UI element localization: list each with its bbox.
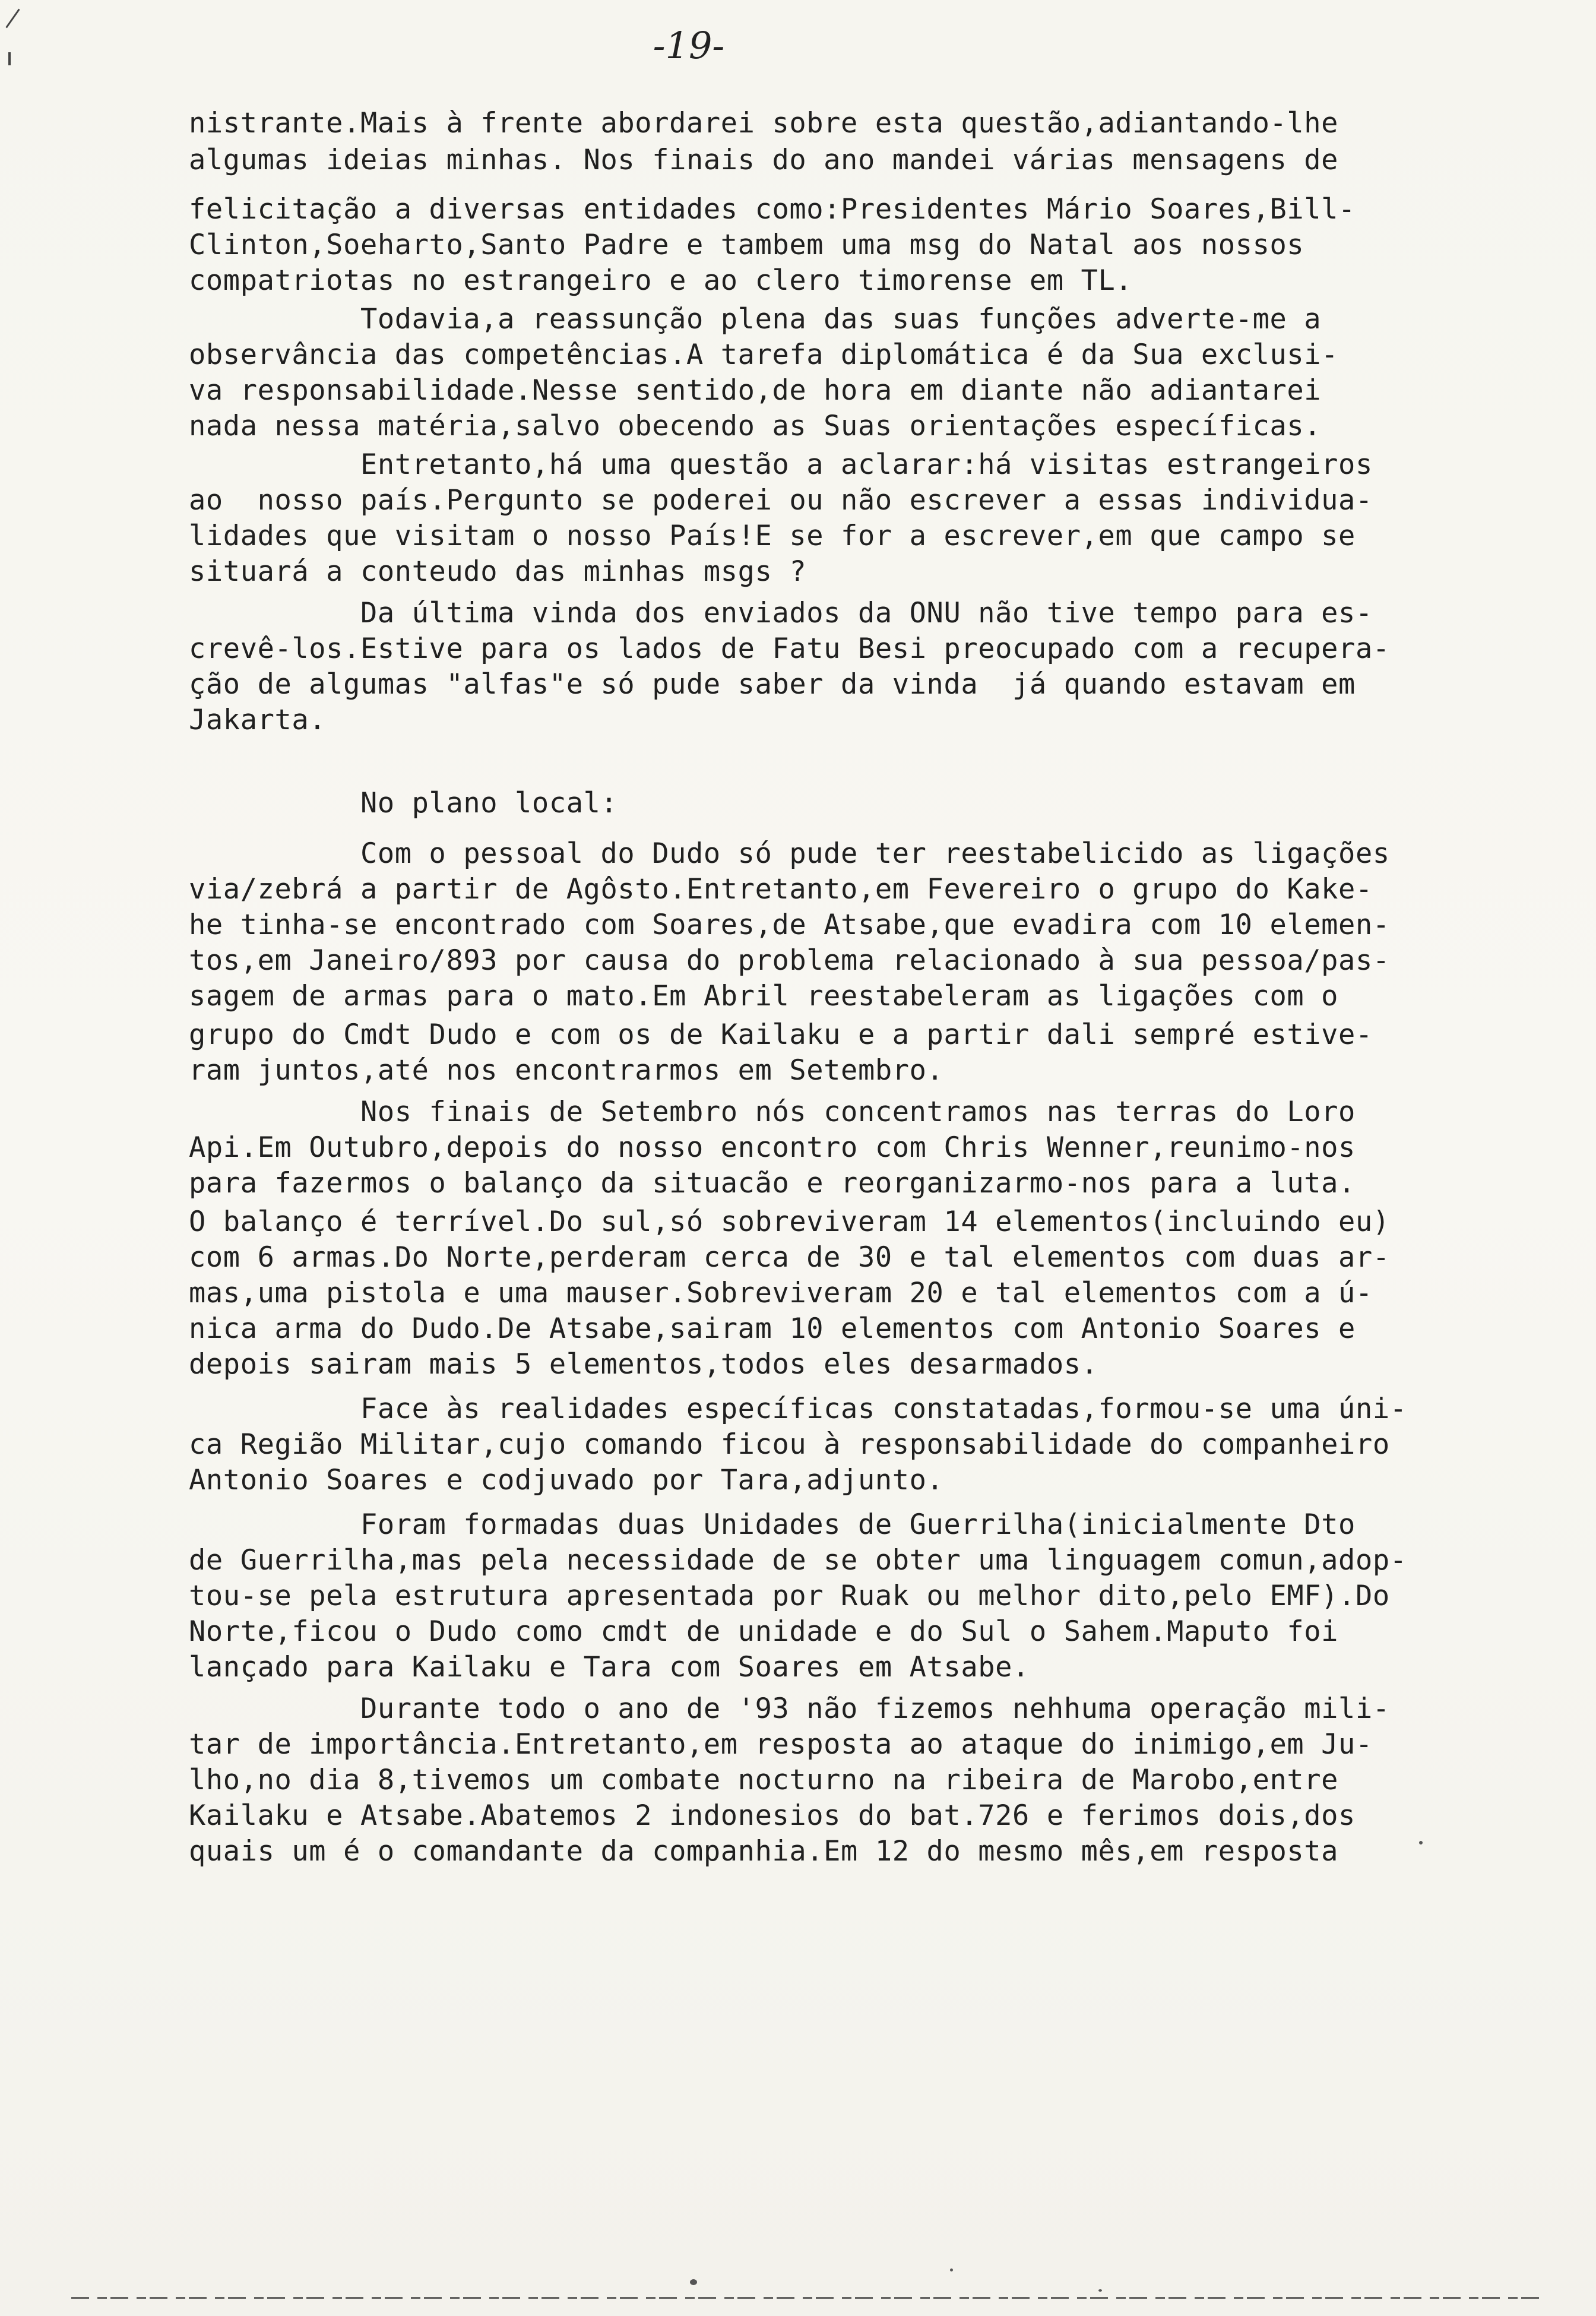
text-line: Todavia,a reassunção plena das suas funções adverte-me a <box>189 303 1322 336</box>
text-line: mas,uma pistola e uma mauser.Sobreviveram 20 e tal elementos com a ú- <box>189 1277 1373 1309</box>
text-line: via/zebrá a partir de Agôsto.Entretanto,em Fevereiro o grupo do Kake- <box>189 873 1373 906</box>
scan-mark <box>8 52 11 65</box>
text-line: Norte,ficou o Dudo como cmdt de unidade e do Sul o Sahem.Maputo foi <box>189 1615 1339 1648</box>
scan-speck <box>1098 2289 1102 2292</box>
text-line: tou-se pela estrutura apresentada por Ruak ou melhor dito,pelo EMF).Do <box>189 1580 1390 1612</box>
text-line: nistrante.Mais à frente abordarei sobre esta questão,adiantando-lhe <box>189 107 1339 140</box>
text-line: Durante todo o ano de '93 não fizemos nehhuma operação mili- <box>189 1692 1390 1725</box>
text-line: para fazermos o balanço da situacão e reorganizarmo-nos para a luta. <box>189 1167 1356 1200</box>
text-line: Com o pessoal do Dudo só pude ter reestabelicido as ligações <box>189 837 1390 870</box>
text-line: Face às realidades específicas constatadas,formou-se uma úni- <box>189 1393 1407 1425</box>
text-line: lidades que visitam o nosso País!E se for a escrever,em que campo se <box>189 520 1356 552</box>
text-line: O balanço é terrível.Do sul,só sobreviveram 14 elementos(incluindo eu) <box>189 1206 1390 1238</box>
text-line: Nos finais de Setembro nós concentramos nas terras do Loro <box>189 1096 1356 1128</box>
text-line: Kailaku e Atsabe.Abatemos 2 indonesios do bat.726 e ferimos dois,dos <box>189 1799 1356 1832</box>
text-line: nada nessa matéria,salvo obecendo as Suas orientações específicas. <box>189 410 1322 442</box>
text-line: felicitação a diversas entidades como:Presidentes Mário Soares,Bill- <box>189 193 1356 226</box>
text-line: Foram formadas duas Unidades de Guerrilha(inicialmente Dto <box>189 1508 1356 1541</box>
page-number: -19- <box>653 24 725 67</box>
scan-mark <box>5 9 20 29</box>
text-line: observância das competências.A tarefa diplomática é da Sua exclusi- <box>189 338 1339 371</box>
text-line: tar de importância.Entretanto,em resposta ao ataque do inimigo,em Ju- <box>189 1728 1373 1761</box>
text-line: Jakarta. <box>189 704 327 736</box>
text-line: grupo do Cmdt Dudo e com os de Kailaku e a partir dali sempré estive- <box>189 1018 1373 1051</box>
text-line: Api.Em Outubro,depois do nosso encontro com Chris Wenner,reunimo-nos <box>189 1131 1356 1164</box>
text-line: crevê-los.Estive para os lados de Fatu Besi preocupado com a recupera- <box>189 632 1390 665</box>
text-line: he tinha-se encontrado com Soares,de Atsabe,que evadira com 10 elemen- <box>189 909 1390 941</box>
text-line: de Guerrilha,mas pela necessidade de se obter uma linguagem comun,adop- <box>189 1544 1407 1577</box>
scan-speck <box>950 2268 953 2271</box>
text-line: situará a conteudo das minhas msgs ? <box>189 555 807 588</box>
text-line: lançado para Kailaku e Tara com Soares em Atsabe. <box>189 1651 1030 1684</box>
text-line: algumas ideias minhas. Nos finais do ano mandei várias mensagens de <box>189 144 1339 176</box>
text-line: ção de algumas "alfas"e só pude saber da vinda já quando estavam em <box>189 668 1356 701</box>
text-line: ram juntos,até nos encontrarmos em Setembro. <box>189 1054 944 1087</box>
text-line: tos,em Janeiro/893 por causa do problema relacionado à sua pessoa/pas- <box>189 944 1390 977</box>
scan-bottom-edge <box>71 2297 1544 2299</box>
text-line: depois sairam mais 5 elementos,todos eles desarmados. <box>189 1348 1098 1381</box>
text-line: com 6 armas.Do Norte,perderam cerca de 30 e tal elementos com duas ar- <box>189 1241 1390 1274</box>
text-line: ao nosso país.Pergunto se poderei ou não escrever a essas individua- <box>189 484 1373 517</box>
text-line: lho,no dia 8,tivemos um combate nocturno na ribeira de Marobo,entre <box>189 1764 1339 1796</box>
text-line: va responsabilidade.Nesse sentido,de hora em diante não adiantarei <box>189 374 1322 407</box>
scan-speck <box>690 2279 697 2285</box>
text-line: Clinton,Soeharto,Santo Padre e tambem uma msg do Natal aos nossos <box>189 229 1304 261</box>
text-line: Antonio Soares e codjuvado por Tara,adjunto. <box>189 1464 944 1496</box>
text-line: quais um é o comandante da companhia.Em 12 do mesmo mês,em resposta <box>189 1835 1339 1868</box>
text-line: Entretanto,há uma questão a aclarar:há visitas estrangeiros <box>189 448 1373 481</box>
text-line: sagem de armas para o mato.Em Abril reestabeleram as ligações com o <box>189 980 1339 1013</box>
text-line: compatriotas no estrangeiro e ao clero timorense em TL. <box>189 264 1133 297</box>
scan-speck <box>1419 1841 1423 1844</box>
section-heading: No plano local: <box>189 787 618 820</box>
text-line: ca Região Militar,cujo comando ficou à responsabilidade do companheiro <box>189 1428 1390 1461</box>
text-line: Da última vinda dos enviados da ONU não tive tempo para es- <box>189 597 1373 629</box>
text-line: nica arma do Dudo.De Atsabe,sairam 10 elementos com Antonio Soares e <box>189 1312 1356 1345</box>
